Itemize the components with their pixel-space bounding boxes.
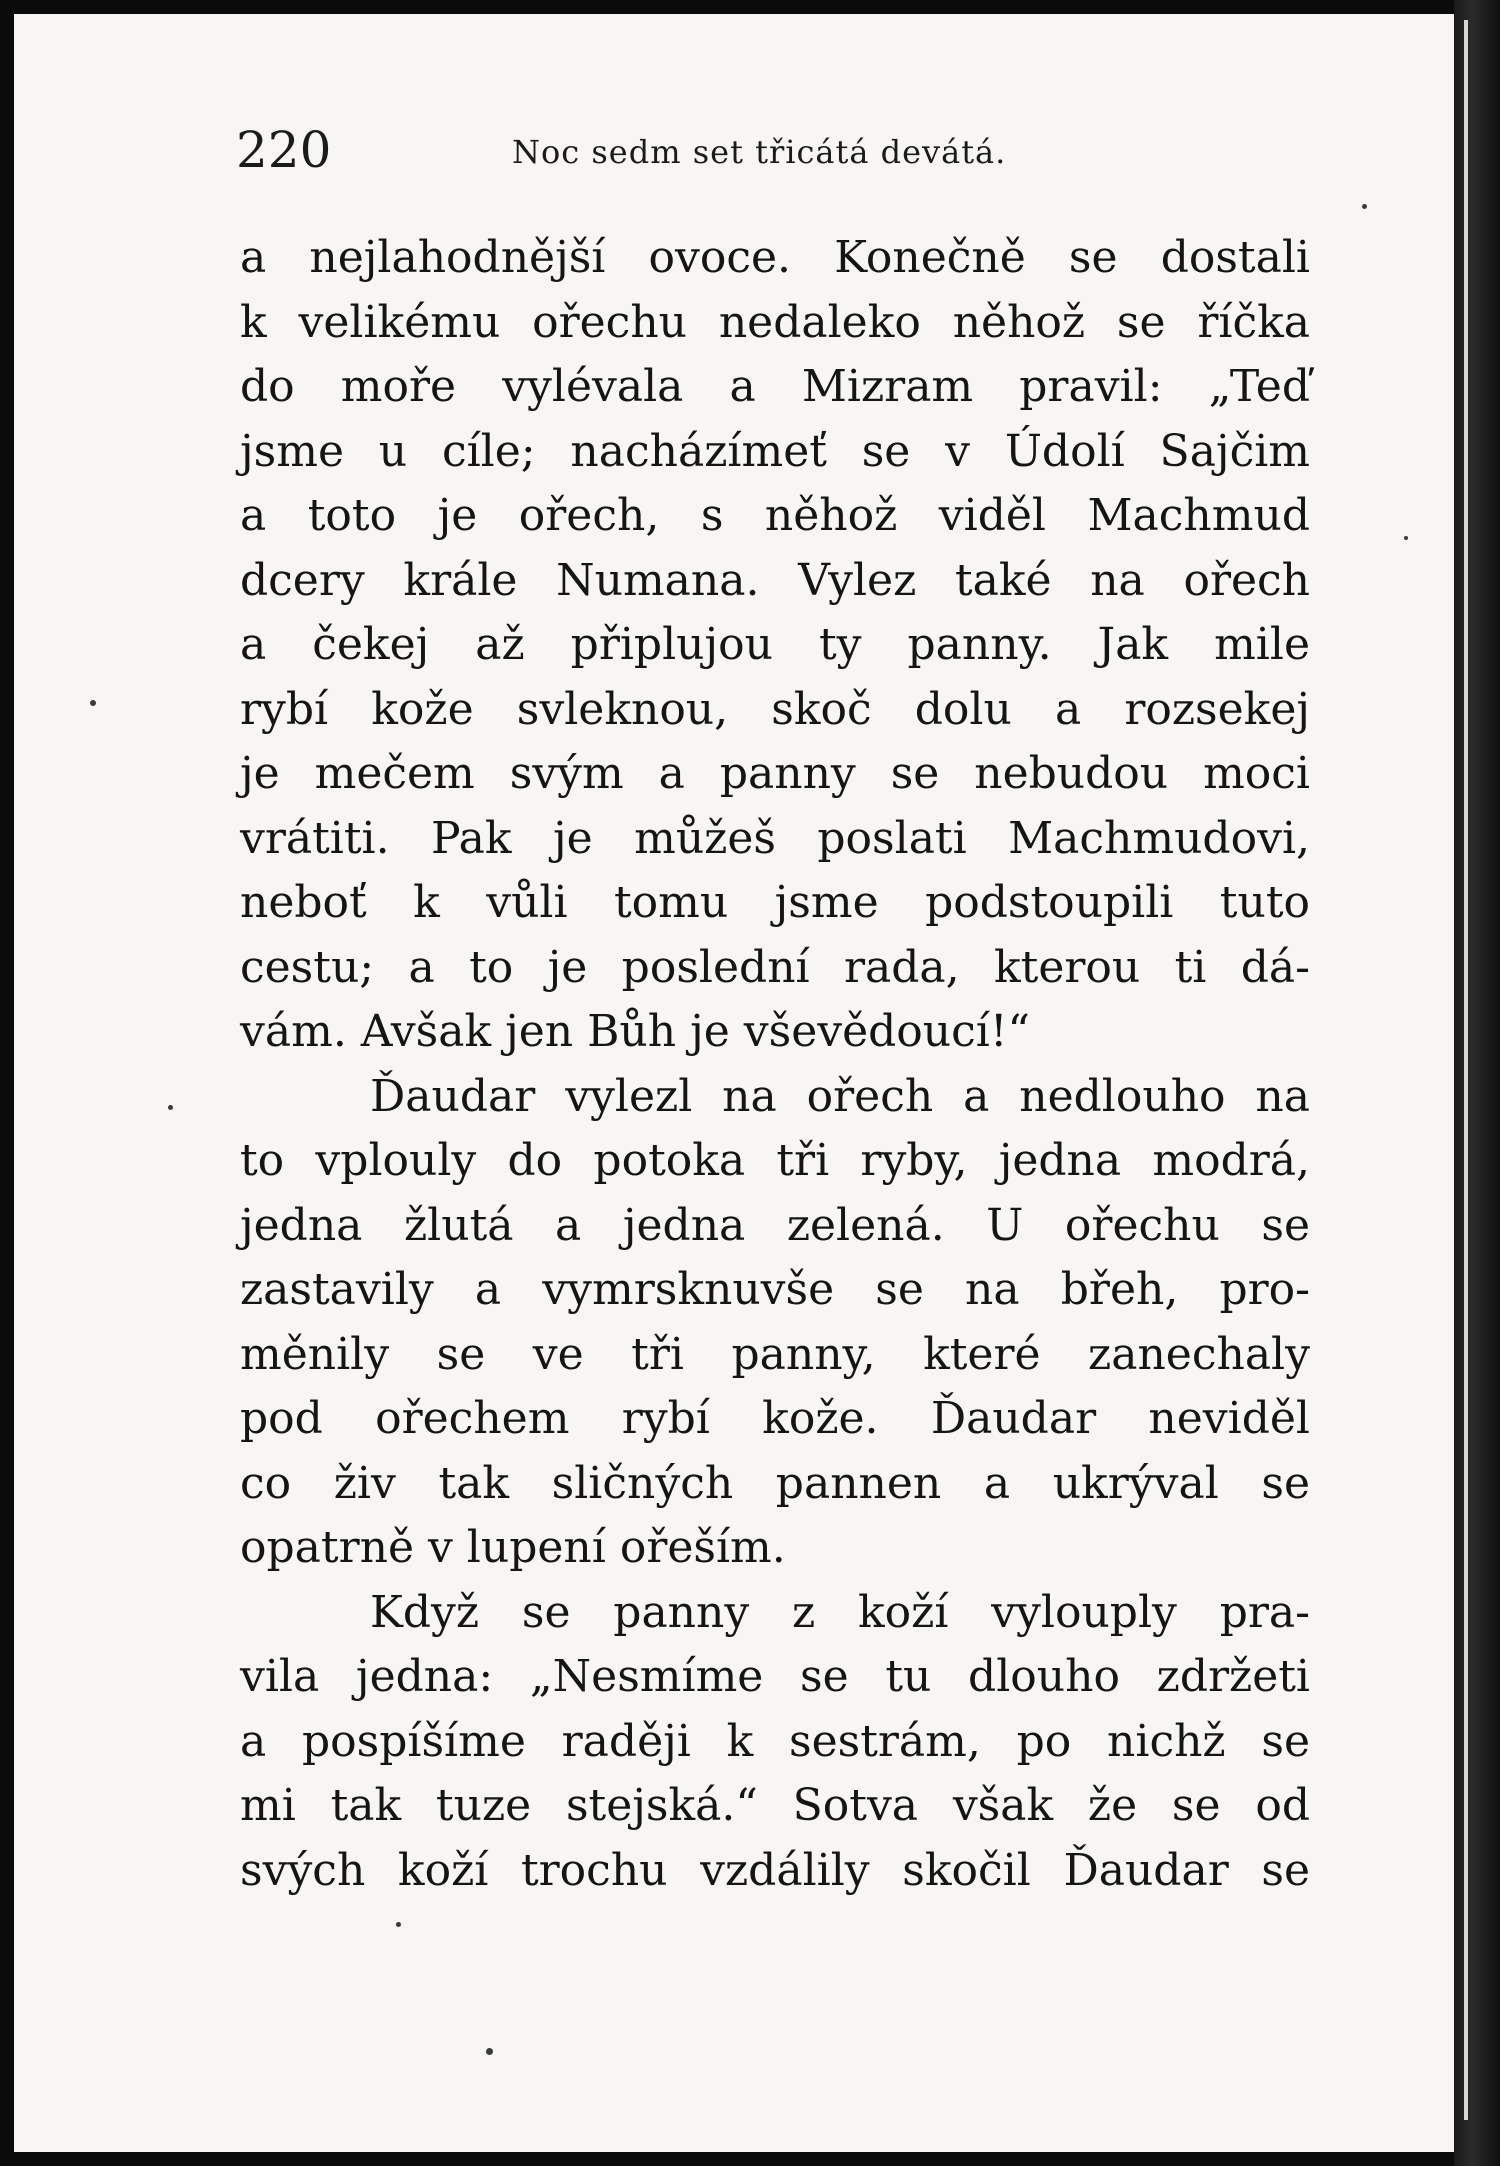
text-line: a pospíšíme raději k sestrám, po nichž se bbox=[240, 1715, 1310, 1767]
page-edge bbox=[1464, 20, 1468, 2120]
text-line: vám. Avšak jen Bůh je vševědoucí!“ bbox=[240, 1006, 1031, 1057]
paper-speck bbox=[396, 1922, 401, 1927]
text-line: a toto je ořech, s něhož viděl Machmud bbox=[240, 490, 1310, 541]
paper-speck bbox=[1404, 536, 1408, 540]
text-line: opatrně v lupení ořeším. bbox=[240, 1522, 786, 1573]
book-spine bbox=[1454, 0, 1500, 2166]
text-line: Ďaudar vylezl na ořech a nedlouho na bbox=[370, 1070, 1310, 1122]
text-line: vila jedna: „Nesmíme se tu dlouho zdržeti bbox=[240, 1651, 1310, 1702]
text-line: to vplouly do potoka tři ryby, jedna modrá, bbox=[240, 1135, 1310, 1186]
text-line: měnily se ve tři panny, které zanechaly bbox=[240, 1328, 1310, 1380]
text-line: pod ořechem rybí kože. Ďaudar neviděl bbox=[240, 1393, 1310, 1444]
text-line: k velikému ořechu nedaleko něhož se říčka bbox=[240, 296, 1310, 348]
text-line: a nejlahodnější ovoce. Konečně se dostali bbox=[240, 232, 1310, 283]
text-line: co živ tak sličných pannen a ukrýval se bbox=[240, 1457, 1310, 1509]
text-line: mi tak tuze stejská.“ Sotva však že se od bbox=[240, 1780, 1310, 1831]
running-head bbox=[222, 120, 1102, 180]
paper-speck bbox=[168, 1105, 173, 1110]
text-line: dcery krále Numana. Vylez také na ořech bbox=[240, 554, 1310, 606]
text-line: neboť k vůli tomu jsme podstoupili tuto bbox=[240, 877, 1310, 928]
running-title: Noc sedm set třicátá devátá. bbox=[512, 133, 1007, 171]
text-line: je mečem svým a panny se nebudou moci bbox=[240, 748, 1310, 799]
text-line: Když se panny z koží vylouply pra- bbox=[370, 1586, 1310, 1638]
text-line: jedna žlutá a jedna zelená. U ořechu se bbox=[240, 1199, 1310, 1251]
paper-speck bbox=[90, 700, 96, 706]
text-line: do moře vylévala a Mizram pravil: „Teď bbox=[240, 361, 1310, 412]
text-line: rybí kože svleknou, skoč dolu a rozsekej bbox=[240, 683, 1310, 735]
paper-speck bbox=[1362, 204, 1367, 209]
text-line: a čekej až připlujou ty panny. Jak mile bbox=[240, 619, 1310, 670]
text-line: svých koží trochu vzdálily skočil Ďaudar se bbox=[240, 1844, 1310, 1896]
body-text bbox=[240, 226, 1310, 1903]
text-line: jsme u cíle; nacházímeť se v Údolí Sajčim bbox=[240, 425, 1310, 477]
text-line: vrátiti. Pak je můžeš poslati Machmudovi, bbox=[240, 812, 1310, 864]
paper-speck bbox=[486, 2048, 493, 2055]
page-number: 220 bbox=[236, 121, 332, 179]
text-line: cestu; a to je poslední rada, kterou ti dá- bbox=[240, 941, 1310, 993]
text-line: zastavily a vymrsknuvše se na břeh, pro- bbox=[240, 1264, 1310, 1315]
